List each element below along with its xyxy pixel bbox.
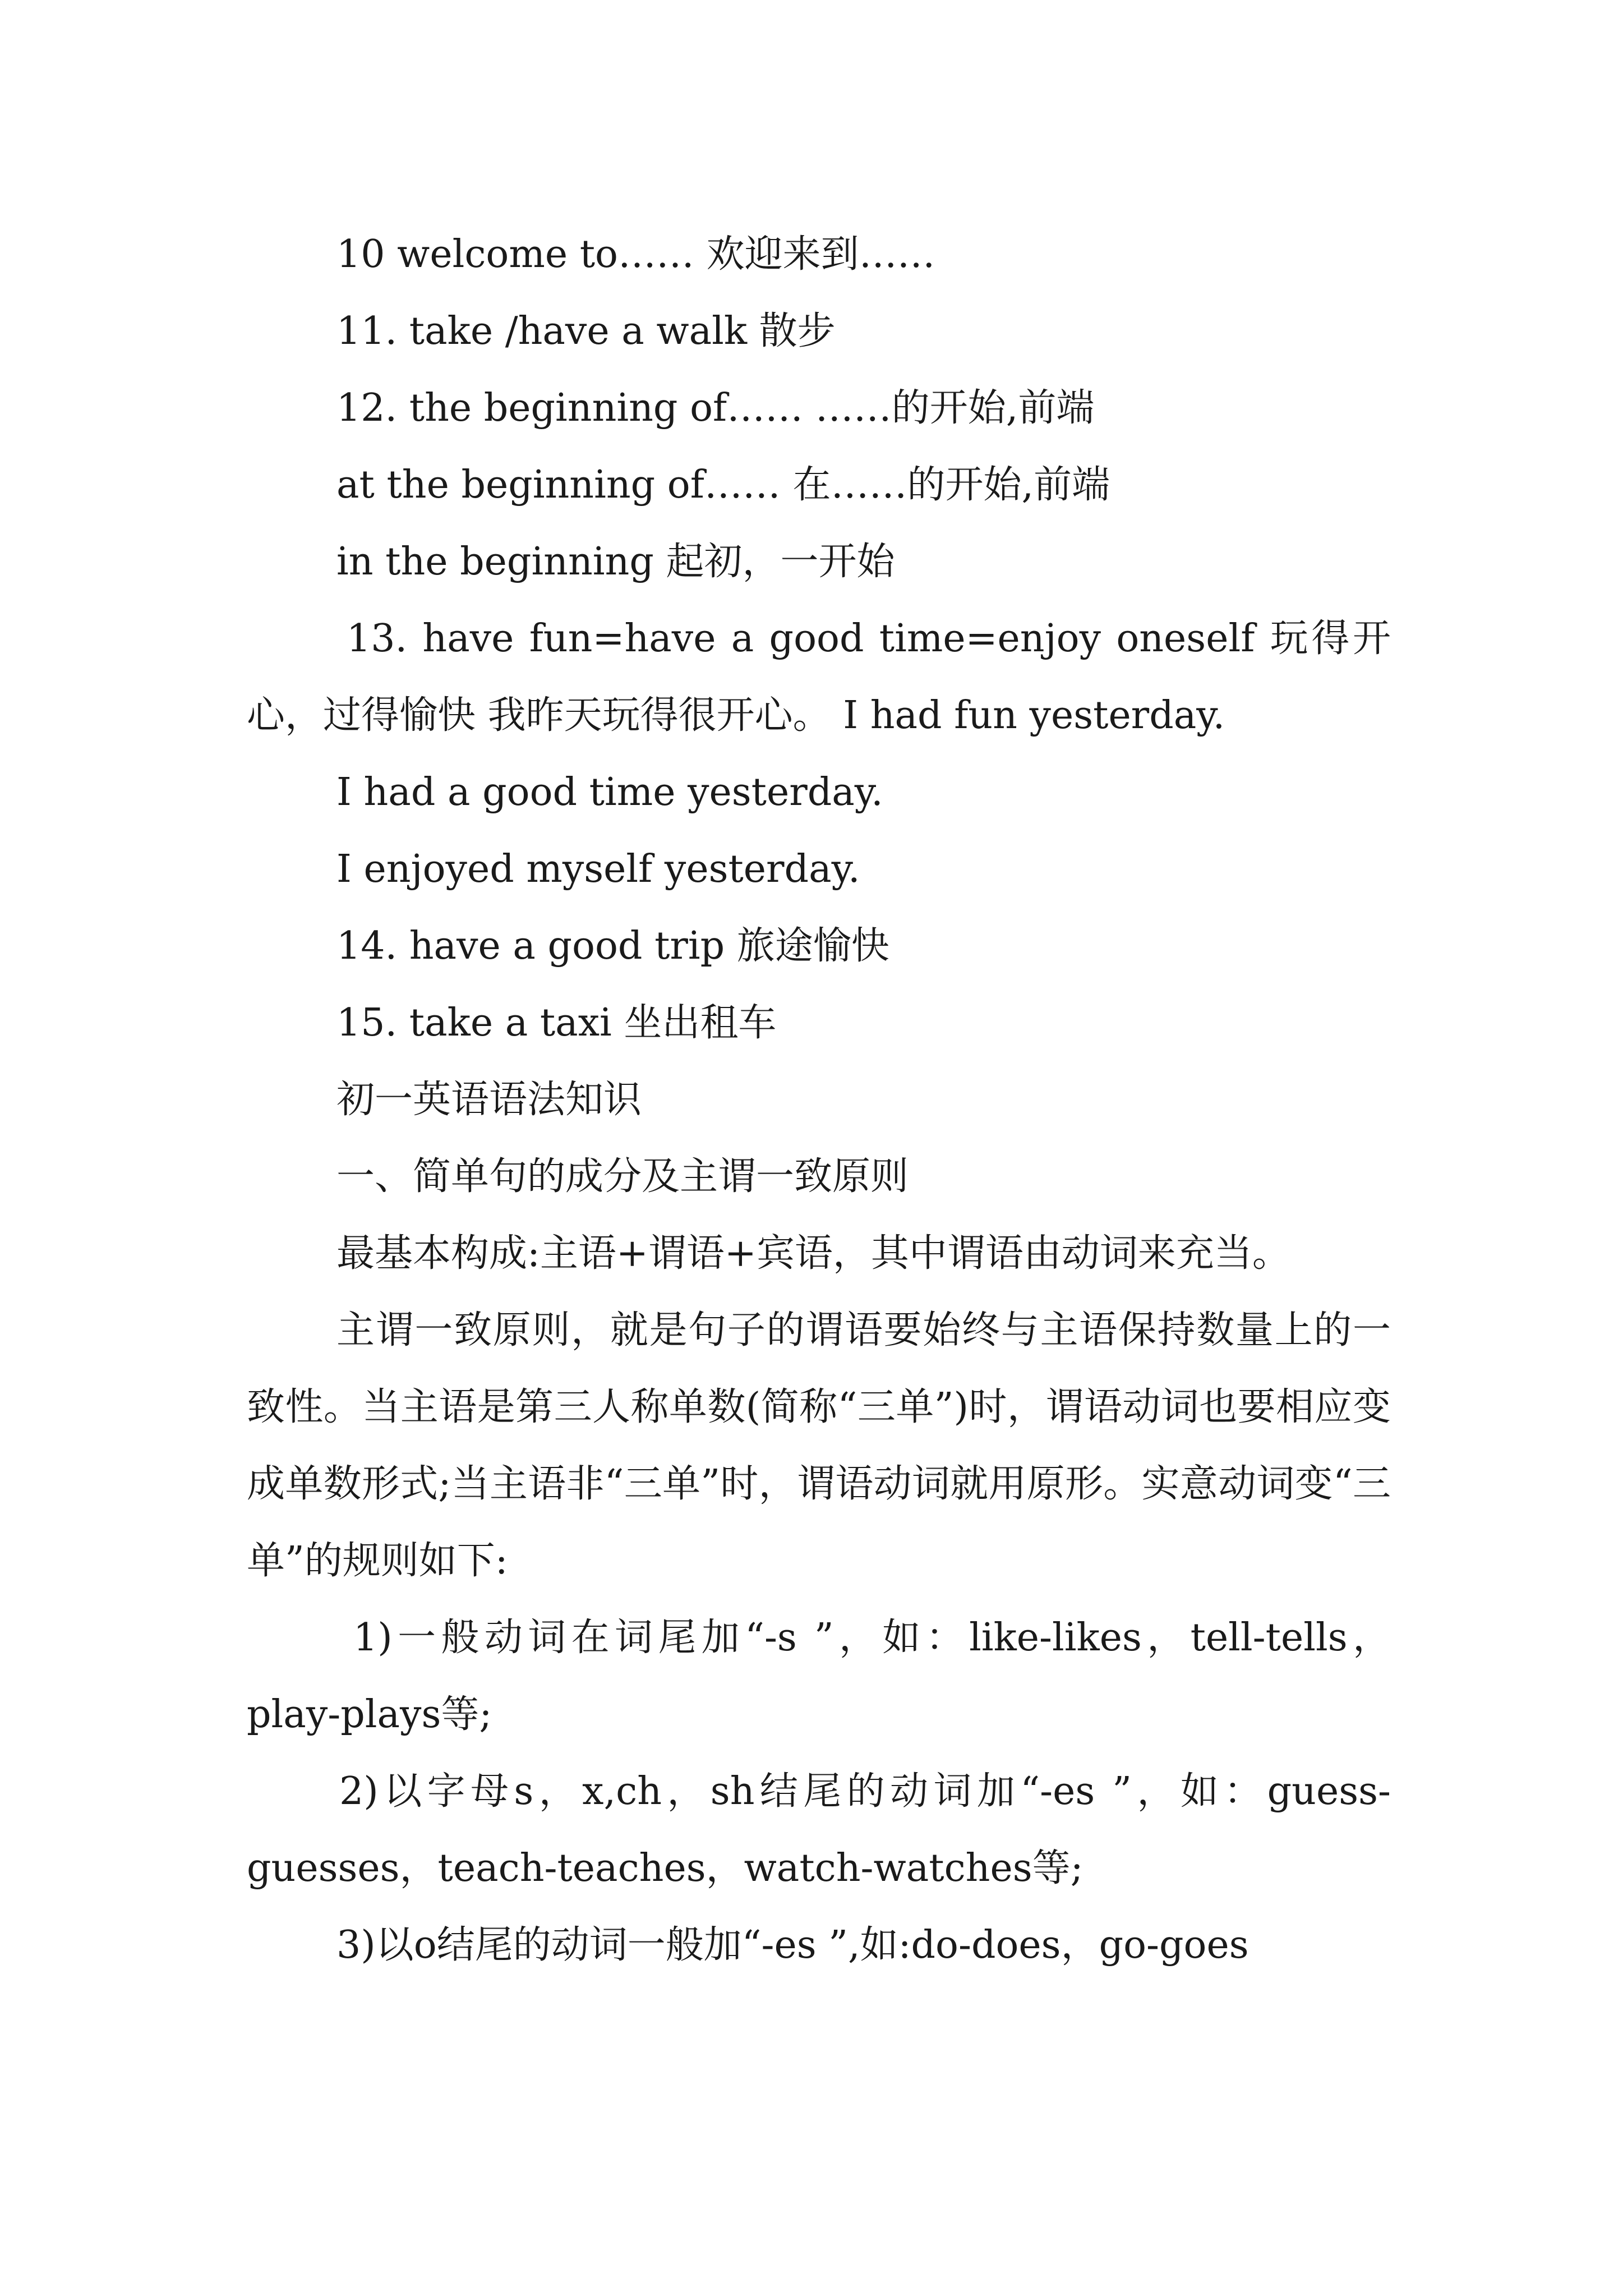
subsection-heading: 一、简单句的成分及主谓一致原则 [336, 1154, 909, 1199]
phrase-12-in: in the beginning 起初，一开始 [336, 540, 895, 584]
phrase-11: 11. take /have a walk 散步 [336, 309, 836, 353]
basic-structure-line: 最基本构成:主语+谓语+宾语，其中谓语由动词来充当。 [336, 1231, 1290, 1276]
phrase-12-at: at the beginning of…… 在……的开始,前端 [336, 463, 1110, 507]
phrase-15: 15. take a taxi 坐出租车 [336, 1001, 777, 1045]
rule-3-paragraph: 3)以o结尾的动词一般加“-es ”,如:do-does，go-goes [336, 1923, 1249, 1967]
example-good-time: I had a good time yesterday. [336, 770, 883, 815]
phrase-13-paragraph: 13. have fun=have a good time=enjoy oneself 玩得开心，过得愉快 我昨天玩得很开心。 I had fun yesterday. [247, 616, 1391, 738]
document-body [247, 216, 1391, 1984]
rule-2-paragraph: 2)以字母s，x,ch，sh结尾的动词加“-es ”，如：guess-guesses，teach-teaches，watch-watches等; [247, 1769, 1391, 1890]
section-heading: 初一英语语法知识 [336, 1078, 642, 1122]
phrase-10: 10 welcome to…… 欢迎来到…… [336, 232, 935, 277]
phrase-12: 12. the beginning of…… ……的开始,前端 [336, 386, 1095, 430]
phrase-14: 14. have a good trip 旅途愉快 [336, 924, 889, 968]
rule-1-paragraph: 1)一般动词在词尾加“-s ”，如：like-likes，tell-tells，play-plays等; [247, 1616, 1391, 1737]
agreement-rule-paragraph: 主谓一致原则，就是句子的谓语要始终与主语保持数量上的一致性。当主语是第三人称单数(简称“三单”)时，谓语动词也要相应变成单数形式;当主语非“三单”时，谓语动词就用原形。实意动词变“三单”的规则如下: [247, 1308, 1391, 1583]
example-enjoyed: I enjoyed myself yesterday. [336, 847, 860, 891]
